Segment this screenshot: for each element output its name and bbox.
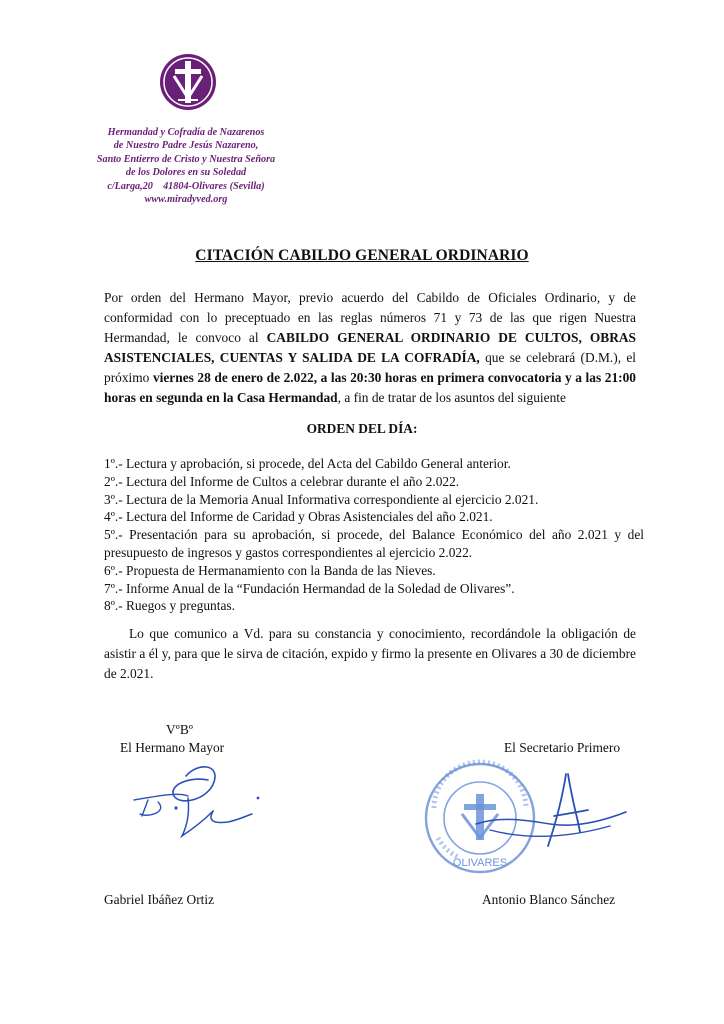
org-line: de los Dolores en su Soledad — [125, 167, 247, 179]
president-role: El Hermano Mayor — [120, 740, 225, 755]
organization-address — [70, 126, 302, 206]
intro-text: , a fin de tratar de los asuntos del siguiente — [337, 390, 566, 405]
approval-mark: VºBº — [166, 722, 193, 737]
president-name: Gabriel Ibáñez Ortiz — [104, 892, 215, 907]
intro-bold-date: viernes 28 de enero de 2.022, a las 20:30 horas en primera convocatoria y a las 21:00 horas en segunda en la Casa Hermandad — [104, 370, 636, 405]
secretary-signature — [470, 760, 630, 860]
org-website: www.miradyved.org — [144, 194, 228, 206]
intro-bold-assembly: CABILDO GENERAL ORDINARIO DE CULTOS, OBRAS ASISTENCIALES, CUENTAS Y SALIDA DE LA COFRADÍA, — [104, 330, 636, 365]
org-line: de Nuestro Padre Jesús Nazareno, — [113, 140, 259, 152]
org-address-line: c/Larga,20 41804-Olivares (Sevilla) — [107, 180, 265, 192]
secretary-role: El Secretario Primero — [504, 740, 621, 755]
agenda-list — [104, 455, 644, 615]
brotherhood-crest-icon — [158, 52, 218, 112]
agenda-item: 7º.- Informe Anual de la “Fundación Hermandad de la Soledad de Olivares”. — [104, 580, 515, 596]
intro-text: Por orden del Hermano Mayor, previo acuerdo del Cabildo de Oficiales Ordinario, y de conformidad con lo preceptuado en las reglas números 71 y 73 de las que rigen Nuestra Hermandad, le convoco al — [104, 290, 636, 345]
agenda-item: 3º.- Lectura de la Memoria Anual Informativa correspondiente al ejercicio 2.021. — [104, 491, 539, 507]
org-line: Santo Entierro de Cristo y Nuestra Señora — [96, 153, 276, 165]
president-signature — [128, 756, 268, 856]
agenda-item: 1º.- Lectura y aprobación, si procede, del Acta del Cabildo General anterior. — [104, 456, 511, 471]
agenda-item: 4º.- Lectura del Informe de Caridad y Obras Asistenciales del año 2.021. — [104, 509, 493, 525]
agenda-item: 2º.- Lectura del Informe de Cultos a celebrar durante el año 2.022. — [104, 473, 460, 489]
document-title: CITACIÓN CABILDO GENERAL ORDINARIO — [195, 247, 529, 264]
intro-text: que se celebrará (D.M.), el próximo — [104, 350, 637, 385]
stamp-text: OLIVARES — [452, 857, 508, 869]
secretary-name: Antonio Blanco Sánchez — [482, 892, 616, 907]
agenda-item: 8º.- Ruegos y preguntas. — [104, 598, 235, 614]
org-line: Hermandad y Cofradía de Nazarenos — [107, 127, 265, 138]
intro-paragraph — [104, 288, 636, 408]
agenda-heading: ORDEN DEL DÍA: — [306, 421, 418, 436]
agenda-item: 5º.- Presentación para su aprobación, si procede, del Balance Económico del año 2.021 y del presupuesto de ingresos y gastos correspondientes al ejercicio 2.022. — [104, 527, 644, 560]
closing-paragraph: Lo que comunico a Vd. para su constancia y conocimiento, recordándole la obligación de asistir a él y, para que le sirva de citación, expido y firmo la presente en Olivares a 30 de diciembre de 2.021. — [104, 626, 636, 681]
agenda-item: 6º.- Propuesta de Hermanamiento con la Banda de las Nieves. — [104, 562, 436, 578]
